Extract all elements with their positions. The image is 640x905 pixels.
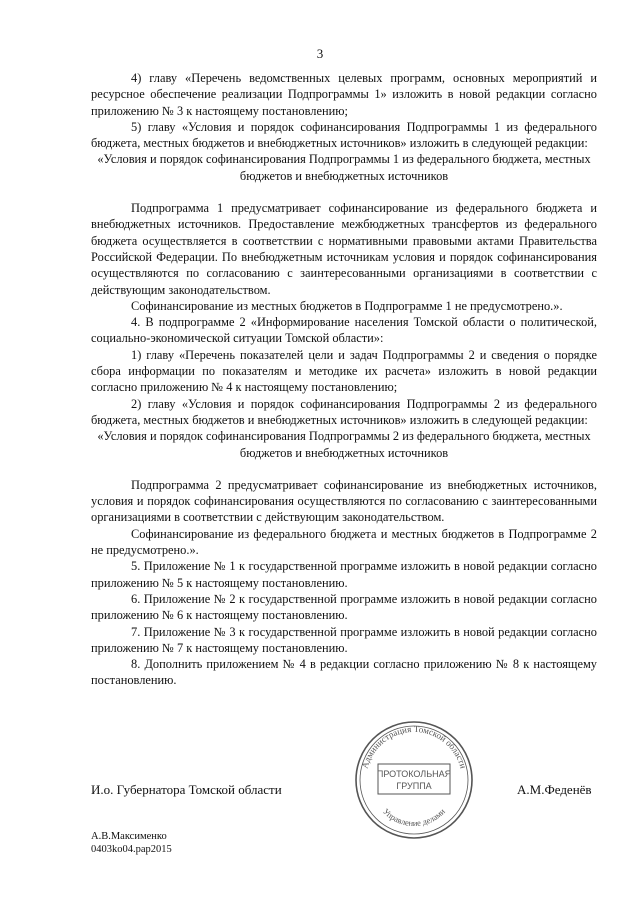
signatory-position: И.о. Губернатора Томской области <box>91 782 282 797</box>
footer-file: 0403ko04.pap2015 <box>91 844 172 855</box>
paragraph: 7. Приложение № 3 к государственной программе изложить в новой редакции согласно приложению № 7 к настоящему постановлению. <box>91 624 597 655</box>
section-heading: «Условия и порядок софинансирования Подпрограммы 1 из федерального бюджета, местных бюджетов и внебюджетных источников <box>97 152 591 183</box>
paragraph: 4. В подпрограмме 2 «Информирование населения Томской области о политической, социально-экономической ситуации Томской области»: <box>91 315 597 346</box>
stamp-line2: ГРУППА <box>396 781 432 791</box>
stamp-outer-text: Администрация Томской области <box>359 723 469 770</box>
page-number: 3 <box>316 46 324 61</box>
paragraph: 2) главу «Условия и порядок софинансирования Подпрограммы 2 из федерального бюджета, местных бюджетов и внебюджетных источников» изложить в следующей редакции: <box>91 396 597 427</box>
paragraph: Софинансирование из федерального бюджета и местных бюджетов в Подпрограмме 2 не предусмотрено.». <box>91 526 597 558</box>
stamp-bottom-text: Управление делами <box>381 806 447 829</box>
paragraph: 5) главу «Условия и порядок софинансирования Подпрограммы 1 из федерального бюджета, местных бюджетов и внебюджетных источников» изложить в следующей редакции: <box>91 119 597 151</box>
signatory-name: А.М.Феденёв <box>517 782 592 797</box>
paragraph: Подпрограмма 2 предусматривает софинансирование из внебюджетных источников, условия и порядок софинансирования осуществляются по согласованию с заинтересованными организациями в соответствии с действующим законодательством. <box>91 477 597 525</box>
paragraph: 8. Дополнить приложением № 4 в редакции согласно приложению № 8 к настоящему постановлению. <box>91 657 597 688</box>
paragraph: Подпрограмма 1 предусматривает софинансирование из федерального бюджета и внебюджетных источников. Предоставление межбюджетных трансфертов из федерального бюджета осуществляется в соответствии с нормативными правовыми актами Правительства Российской Федерации. По внебюджетным источникам условия и порядок софинансирования осуществляются по согласованию с заинтересованными организациями в соответствии с действующим законодательством. <box>91 201 597 297</box>
stamp-line1: ПРОТОКОЛЬНАЯ <box>376 769 452 779</box>
protocol-stamp <box>352 718 476 842</box>
document-body <box>91 70 597 689</box>
paragraph: 4) главу «Перечень ведомственных целевых программ, основных мероприятий и ресурсное обеспечение реализации Подпрограммы 1» изложить в новой редакции согласно приложению № 3 к настоящему постановлению; <box>91 71 597 118</box>
paragraph: 5. Приложение № 1 к государственной программе изложить в новой редакции согласно приложению № 5 к настоящему постановлению. <box>91 559 597 590</box>
footer <box>91 830 172 856</box>
paragraph: 1) главу «Перечень показателей цели и задач Подпрограммы 2 и сведения о порядке сбора информации по показателям и методике их расчета» изложить в новой редакции согласно приложению № 4 к настоящему постановлению; <box>91 347 597 395</box>
footer-author: А.В.Максименко <box>91 831 167 842</box>
paragraph: 6. Приложение № 2 к государственной программе изложить в новой редакции согласно приложению № 6 к настоящему постановлению. <box>91 591 597 623</box>
paragraph: Софинансирование из местных бюджетов в Подпрограмме 1 не предусмотрено.». <box>131 298 563 313</box>
section-heading: «Условия и порядок софинансирования Подпрограммы 2 из федерального бюджета, местных бюджетов и внебюджетных источников <box>97 429 591 460</box>
